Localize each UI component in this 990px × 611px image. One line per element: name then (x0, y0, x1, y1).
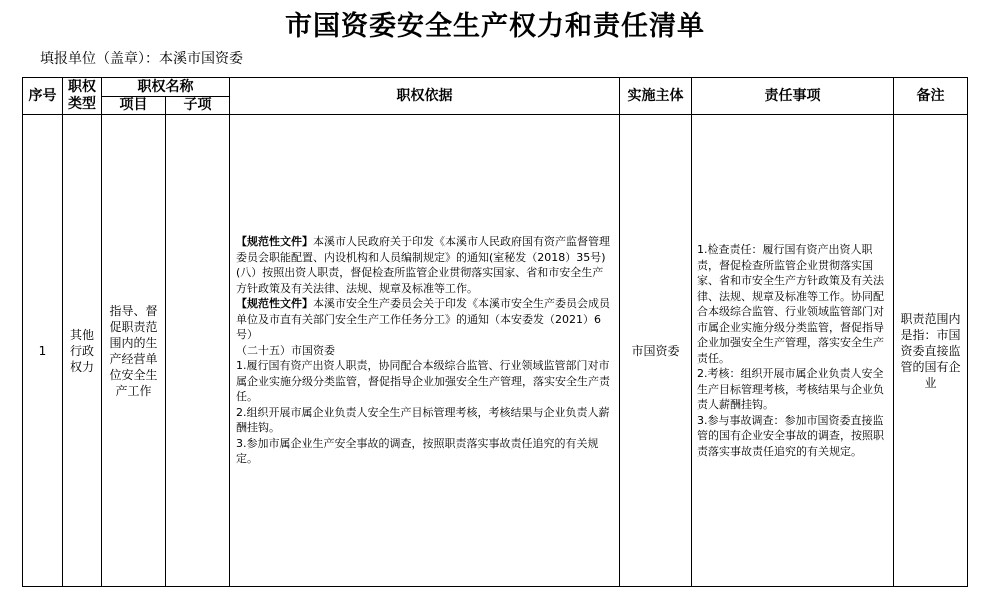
responsibility-2: 2.考核：组织开展市属企业负责人安全生产目标管理考核，考核结果与企业负责人薪酬挂钩。 (697, 367, 884, 411)
basis-doc2-clause: （二十五）市国资委 (236, 343, 335, 357)
cell-type: 其他行政权力 (63, 115, 102, 587)
cell-item: 指导、督促职责范围内的生产经营单位安全生产工作 (102, 115, 166, 587)
basis-doc1-clause: (八）按照出资人职责，督促检查所监管企业贯彻落实国家、省和市安全生产方针政策及有关法律、法规、规章及标准等工作。 (236, 266, 604, 295)
header-item: 项目 (102, 97, 166, 115)
header-name-group: 职权名称 (102, 78, 230, 97)
responsibility-1: 1.检查责任：履行国有资产出资人职责，督促检查所监管企业贯彻落实国家、省和市安全生产方针政策及有关法律、法规、规章及标准等工作。协同配合本级综合监管、行业领域监管部门对市属企业实施分级分类监管，督促指导企业加强安全生产管理，落实安全生产责任。 (697, 243, 884, 365)
header-remark: 备注 (894, 78, 968, 115)
header-subject: 实施主体 (620, 78, 692, 115)
cell-subject: 市国资委 (620, 115, 692, 587)
responsibility-3: 3.参与事故调查：参加市国资委直接监管的国有企业安全事故的调查，按照职责落实事故责任追究的有关规定。 (697, 413, 884, 458)
table-row (23, 115, 968, 587)
basis-doc1-text: 本溪市人民政府关于印发《本溪市人民政府国有资产监督管理委员会职能配置、内设机构和人员编制规定》的通知(室秘发（2018）35号) (236, 235, 610, 264)
filling-unit: 填报单位（盖章）：本溪市国资委 (40, 51, 243, 67)
cell-remark: 职责范围内是指：市国资委直接监管的国有企业 (894, 115, 968, 587)
power-responsibility-table (22, 77, 968, 587)
basis-doc2-text: 本溪市安全生产委员会关于印发《本溪市安全生产委员会成员单位及市直有关部门安全生产工作任务分工》的通知（本安委发（2021）6号） (236, 297, 610, 342)
cell-subitem (166, 115, 230, 587)
header-type: 职权类型 (63, 78, 102, 115)
header-basis: 职权依据 (230, 78, 620, 115)
cell-responsibility (692, 115, 894, 587)
basis-doc1-label: 【规范性文件】 (236, 235, 313, 249)
header-subitem: 子项 (166, 97, 230, 115)
header-seq: 序号 (23, 78, 63, 115)
cell-basis (230, 115, 620, 587)
header-row (23, 78, 968, 97)
basis-doc2-label: 【规范性文件】 (236, 297, 313, 311)
document-title: 市国资委安全生产权力和责任清单 (285, 11, 705, 42)
header-responsibility: 责任事项 (692, 78, 894, 115)
basis-item-2: 2.组织开展市属企业负责人安全生产目标管理考核，考核结果与企业负责人薪酬挂钩。 (236, 405, 610, 435)
cell-seq: 1 (23, 115, 63, 587)
basis-item-3: 3.参加市属企业生产安全事故的调查，按照职责落实事故责任追究的有关规定。 (236, 436, 599, 466)
basis-item-1: 1.履行国有资产出资人职责，协同配合本级综合监管、行业领域监管部门对市属企业实施分级分类监管，督促指导企业加强安全生产管理，落实安全生产责任。 (236, 359, 610, 404)
